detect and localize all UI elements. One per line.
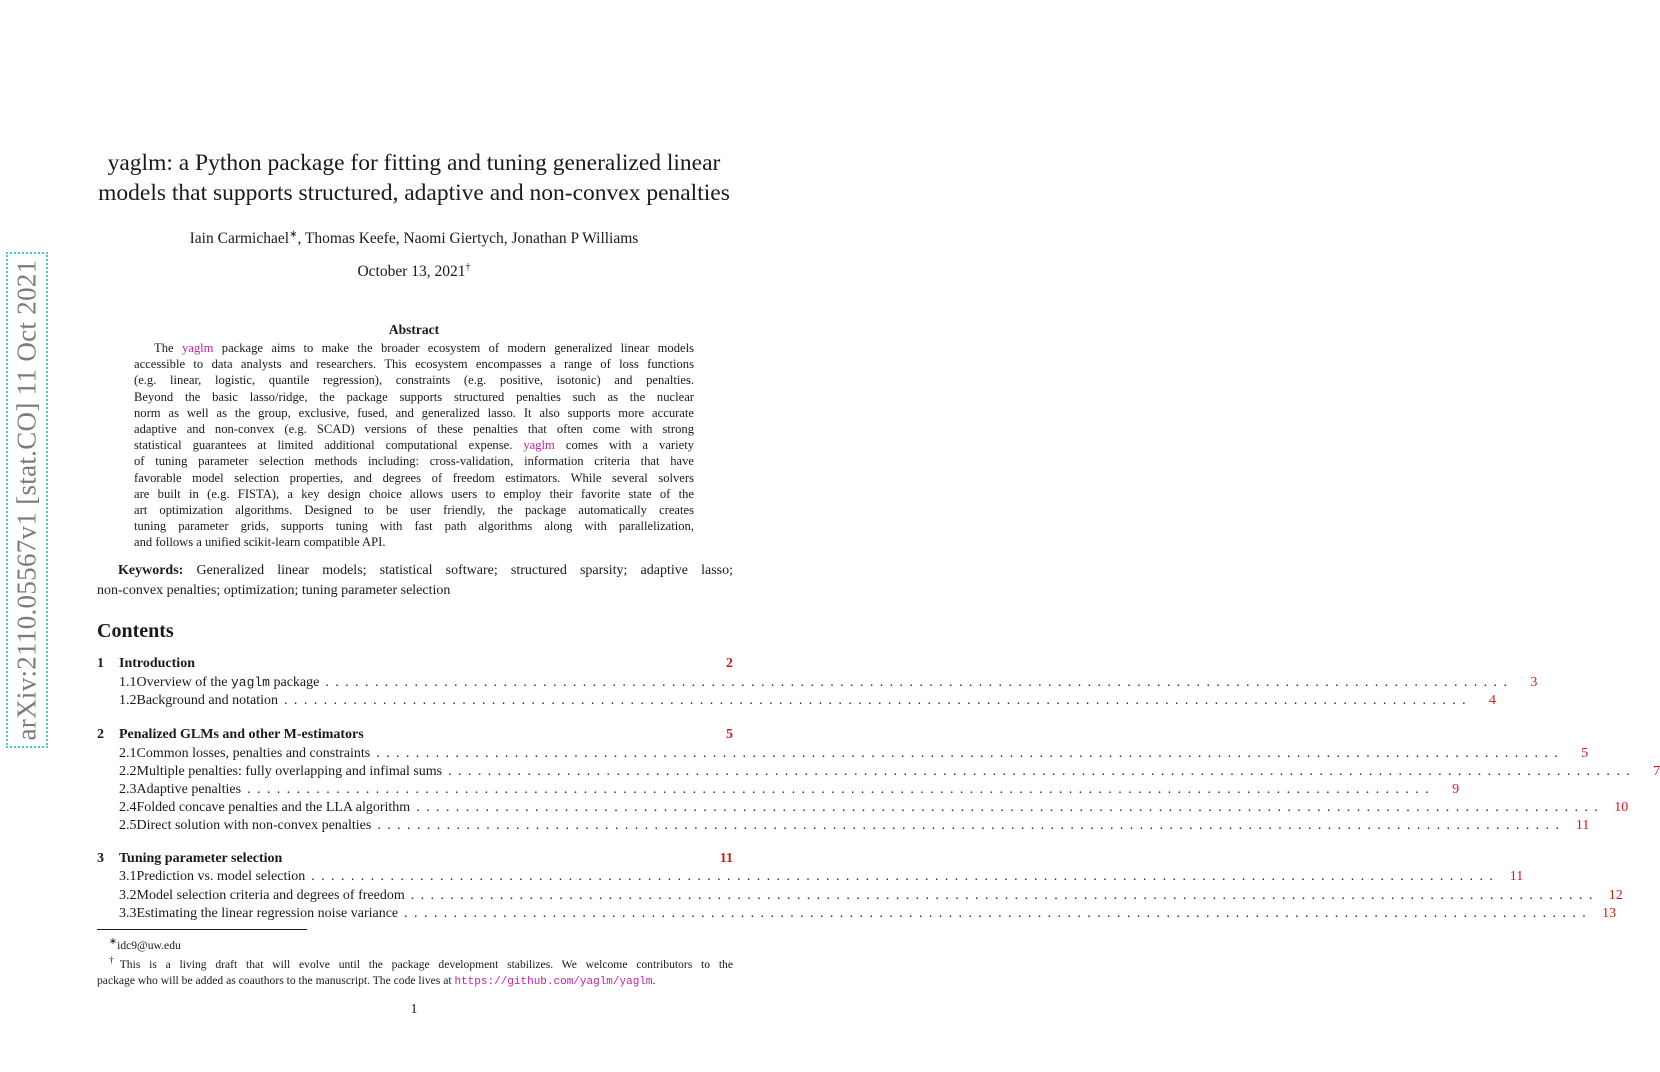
toc-page-link[interactable]: 4: [1489, 693, 1497, 708]
toc-title: Overview of the yaglm package: [136, 675, 320, 690]
toc-number: 1.1: [119, 675, 137, 690]
abstract-line: art optimization algorithms. Designed to be user friendly, the package automatically creates: [134, 502, 694, 517]
keywords-label: Keywords:: [118, 563, 184, 578]
toc-title: Folded concave penalties and the LLA algorithm: [136, 800, 411, 815]
toc-number: 1: [97, 656, 104, 671]
abstract-line: adaptive and non-convex (e.g. SCAD) versions of these penalties that often come with strong: [134, 421, 694, 436]
footnote-2-text: This is a living draft that will evolve until the package development stabilizes. We welcome contributors to the: [119, 958, 734, 972]
toc-number: 3.1: [119, 869, 137, 884]
toc-leader-dots: ........................................................................................................................: [377, 818, 1566, 833]
footnote-2-mark: †: [109, 955, 120, 967]
toc-title: Common losses, penalties and constraints: [136, 746, 371, 761]
toc-page-link[interactable]: 12: [1608, 888, 1623, 903]
abstract-line: are built in (e.g. FISTA), a key design choice allows users to employ their favorite state of the: [134, 486, 694, 501]
toc-leader-dots: ........................................................................................................................: [284, 693, 1473, 708]
toc-page-link[interactable]: 9: [1452, 782, 1460, 797]
abstract-heading: Abstract: [388, 322, 440, 337]
toc-section[interactable]: [97, 656, 733, 674]
toc-section[interactable]: [97, 851, 733, 869]
arxiv-stamp: [6, 252, 48, 748]
toc-subsection[interactable]: [97, 869, 1524, 887]
toc-leader-dots: ........................................................................................................................: [404, 906, 1593, 921]
github-link[interactable]: https://github.com/yaglm/yaglm: [454, 975, 653, 988]
toc-number: 2.4: [119, 800, 137, 815]
toc-title: Introduction: [119, 656, 195, 671]
toc-number: 2.5: [119, 818, 137, 833]
abstract-line: norm as well as the group, exclusive, fused, and generalized lasso. It also supports more accurate: [134, 405, 694, 420]
abstract-line: The yaglm package aims to make the broader ecosystem of modern generalized linear models: [154, 341, 694, 355]
arxiv-id: arXiv:2110.05567v1 [stat.CO] 11 Oct 2021: [11, 259, 42, 741]
footnote-2-line-2: [97, 973, 733, 991]
toc-number: 2.3: [119, 782, 137, 797]
toc-number: 2.1: [119, 746, 137, 761]
date-footnote-mark[interactable]: †: [465, 262, 471, 273]
toc-page-link[interactable]: 13: [1602, 906, 1617, 921]
contents-heading: Contents: [97, 620, 174, 642]
keywords-line-1: Generalized linear models; statistical software; structured sparsity; adaptive lasso;: [183, 563, 733, 578]
toc-number: 3.3: [119, 906, 137, 921]
toc-number: 3: [97, 851, 104, 866]
toc-page-link[interactable]: 11: [719, 851, 733, 866]
toc-title: Direct solution with non-convex penalties: [136, 818, 372, 833]
toc-title: Prediction vs. model selection: [136, 869, 306, 884]
toc-subsection[interactable]: [97, 906, 1617, 924]
toc-leader-dots: ........................................................................................................................: [416, 800, 1605, 815]
abstract-line: and follows a unified scikit-learn compatible API.: [134, 535, 386, 550]
toc-leader-dots: ........................................................................................................................: [410, 888, 1599, 903]
footnote-2-end: .: [652, 973, 656, 987]
toc-subsection[interactable]: [97, 782, 1460, 800]
toc-leader-dots: ........................................................................................................................: [325, 675, 1514, 690]
toc-page-link[interactable]: 7: [1653, 764, 1660, 779]
footnote-1: [97, 934, 733, 953]
toc-number: 1.2: [119, 693, 137, 708]
toc-page-link[interactable]: 5: [1581, 746, 1589, 761]
yaglm-link[interactable]: yaglm: [523, 438, 555, 453]
toc-title: Multiple penalties: fully overlapping and infimal sums: [136, 764, 443, 779]
toc-number: 3.2: [119, 888, 137, 903]
toc-page-link[interactable]: 11: [1509, 869, 1524, 884]
footnote-1-mark: ∗: [109, 936, 118, 947]
author-list: [80, 229, 748, 248]
title-line-2: models that supports structured, adaptive and non-convex penalties: [98, 180, 730, 206]
footnote-rule: [97, 929, 307, 930]
toc-number: 2: [97, 727, 104, 742]
toc-title: Penalized GLMs and other M-estimators: [119, 727, 364, 742]
toc-leader-dots: ........................................................................................................................: [247, 782, 1436, 797]
abstract-line: statistical guarantees at limited additional computational expense. yaglm comes with a variety: [134, 438, 694, 453]
date-text: October 13, 2021: [357, 263, 466, 281]
abstract-line: Beyond the basic lasso/ridge, the package supports structured penalties such as the nuclear: [134, 389, 694, 404]
toc-number: 2.2: [119, 764, 137, 779]
footnote-2-text-2: package who will be added as coauthors to the manuscript. The code lives at: [97, 973, 455, 987]
page-number: 1: [410, 1002, 418, 1017]
toc-title: Tuning parameter selection: [119, 851, 283, 866]
footnotes: [97, 934, 733, 990]
toc-title: Model selection criteria and degrees of freedom: [136, 888, 405, 903]
abstract-line: accessible to data analysts and researchers. This ecosystem encompasses a range of loss functions: [134, 357, 694, 372]
author-footnote-mark[interactable]: ∗: [289, 229, 298, 240]
toc-subsection[interactable]: [97, 746, 1589, 764]
abstract-body: [134, 340, 694, 550]
toc-subsection[interactable]: [97, 800, 1629, 818]
abstract-line: favorable model selection properties, and degrees of freedom estimators. While several solvers: [134, 470, 694, 485]
abstract-line: tuning parameter grids, supports tuning with fast path algorithms along with parallelization,: [134, 519, 694, 534]
footnote-1-text: idc9@uw.edu: [117, 938, 181, 952]
toc-subsection[interactable]: [97, 675, 1538, 693]
toc-title: Adaptive penalties: [136, 782, 242, 797]
toc-subsection[interactable]: [97, 888, 1623, 906]
toc-leader-dots: ........................................................................................................................: [311, 869, 1500, 884]
toc-leader-dots: ........................................................................................................................: [448, 764, 1637, 779]
toc-subsection[interactable]: [97, 693, 1497, 711]
toc-title: Estimating the linear regression noise variance: [136, 906, 399, 921]
keywords: [97, 561, 733, 601]
toc-leader-dots: ........................................................................................................................: [376, 746, 1565, 761]
abstract-line: of tuning parameter selection methods including: cross-validation, information criteria that have: [134, 454, 694, 469]
toc-page-link[interactable]: 11: [1575, 818, 1590, 833]
toc-subsection[interactable]: [97, 764, 1660, 782]
title-line-1: yaglm: a Python package for fitting and tuning generalized linear: [107, 150, 721, 176]
paper-date: [80, 262, 748, 281]
toc-page-link[interactable]: 3: [1530, 675, 1538, 690]
yaglm-link[interactable]: yaglm: [181, 341, 214, 355]
toc-subsection[interactable]: [97, 818, 1590, 836]
paper-title: [80, 148, 748, 208]
toc-page-link[interactable]: 10: [1614, 800, 1629, 815]
footnote-2-line-1: [97, 953, 733, 972]
other-authors: , Thomas Keefe, Naomi Giertych, Jonathan P Williams: [297, 230, 639, 248]
toc-page-link[interactable]: 2: [726, 656, 733, 671]
toc-title: Background and notation: [136, 693, 279, 708]
keywords-line-2: non-convex penalties; optimization; tuning parameter selection: [97, 583, 451, 598]
first-author: Iain Carmichael: [189, 230, 290, 248]
toc-section[interactable]: [97, 727, 733, 745]
abstract-line: (e.g. linear, logistic, quantile regression), constraints (e.g. positive, isotonic) and penalties.: [134, 373, 694, 388]
toc-page-link[interactable]: 5: [726, 727, 733, 742]
